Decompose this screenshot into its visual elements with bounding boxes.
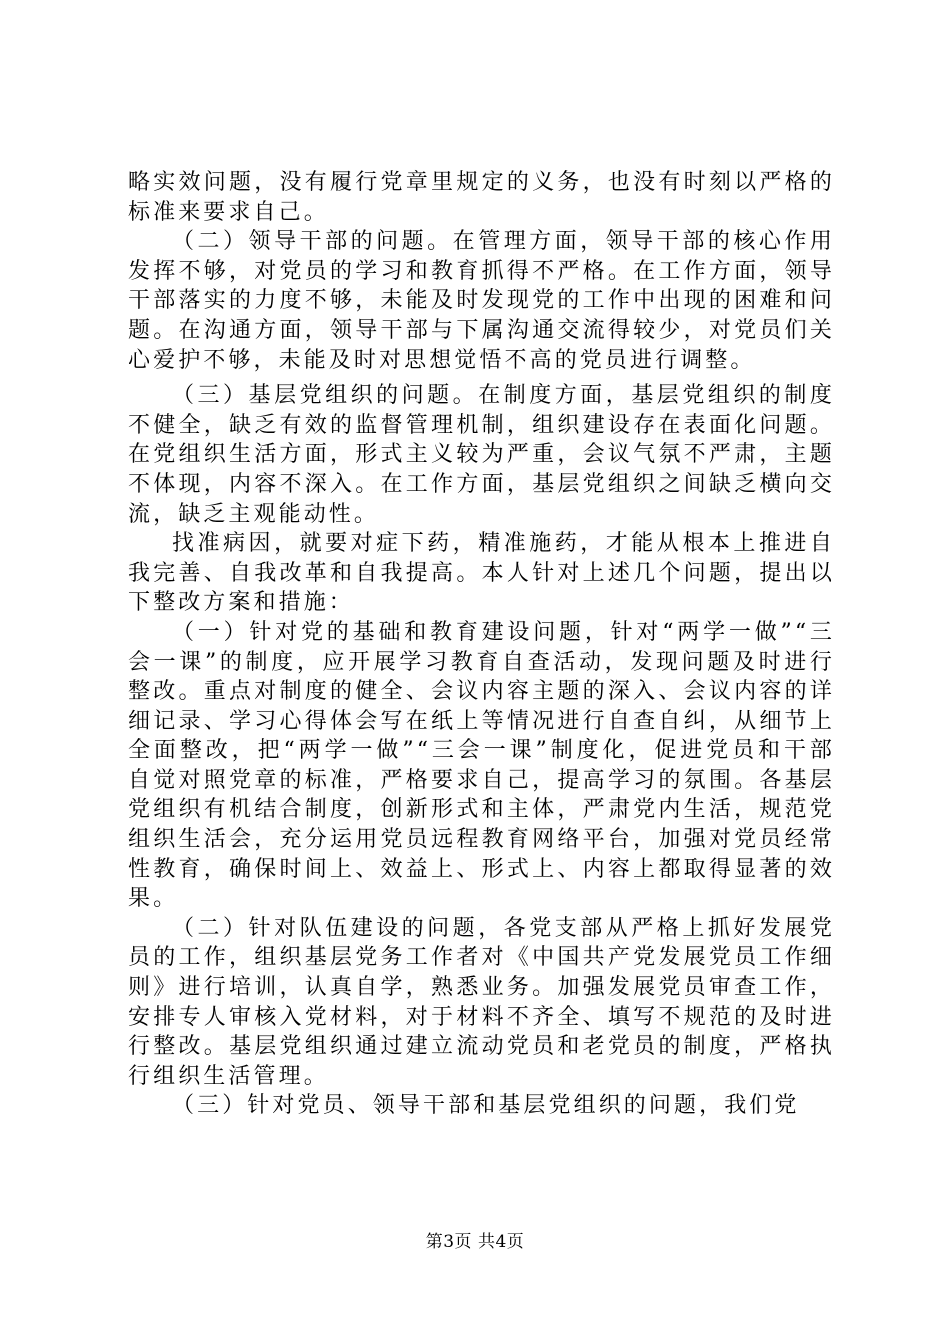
paragraph-measure-two: （二）针对队伍建设的问题，各党支部从严格上抓好发展党员的工作，组织基层党务工作者对《中国共产党发展党员工作细则》进行培训，认真自学，熟悉业务。加强发展党员审查工作，安排专人审核入党材料，对于材料不齐全、填写不规范的及时进行整改。基层党组织通过建立流动党员和老党员的制度，严格执行组织生活管理。	[128, 915, 835, 1089]
page-number-footer: 第3页 共4页	[425, 1232, 525, 1252]
paragraph-measure-three: （三）针对党员、领导干部和基层党组织的问题，我们党	[172, 1093, 800, 1119]
document-body	[128, 168, 835, 1121]
paragraph-leaders-issue: （二）领导干部的问题。在管理方面，领导干部的核心作用发挥不够，对党员的学习和教育抓得不严格。在工作方面，领导干部落实的力度不够，未能及时发现党的工作中出现的困难和问题。在沟通方面，领导干部与下属沟通交流得较少，对党员们关心爱护不够，未能及时对思想觉悟不高的党员进行调整。	[128, 229, 835, 373]
paragraph-rectification-intro: 找准病因，就要对症下药，精准施药，才能从根本上推进自我完善、自我改革和自我提高。本人针对上述几个问题，提出以下整改方案和措施：	[128, 531, 835, 616]
paragraph-grassroots-issue: （三）基层党组织的问题。在制度方面，基层党组织的制度不健全，缺乏有效的监督管理机制，组织建设存在表面化问题。在党组织生活方面，形式主义较为严重，会议气氛不严肃，主题不体现，内容不深入。在工作方面，基层党组织之间缺乏横向交流，缺乏主观能动性。	[128, 383, 835, 527]
paragraph-continued: 略实效问题，没有履行党章里规定的义务，也没有时刻以严格的标准来要求自己。	[128, 170, 835, 225]
paragraph-measure-one: （一）针对党的基础和教育建设问题，针对“两学一做”“三会一课”的制度，应开展学习教育自查活动，发现问题及时进行整改。重点对制度的健全、会议内容主题的深入、会议内容的详细记录、学习心得体会写在纸上等情况进行自查自纠，从细节上全面整改，把“两学一做”“三会一课”制度化，促进党员和干部自觉对照党章的标准，严格要求自己，提高学习的氛围。各基层党组织有机结合制度，创新形式和主体，严肃党内生活，规范党组织生活会，充分运用党员远程教育网络平台，加强对党员经常性教育，确保时间上、效益上、形式上、内容上都取得显著的效果。	[128, 619, 835, 912]
